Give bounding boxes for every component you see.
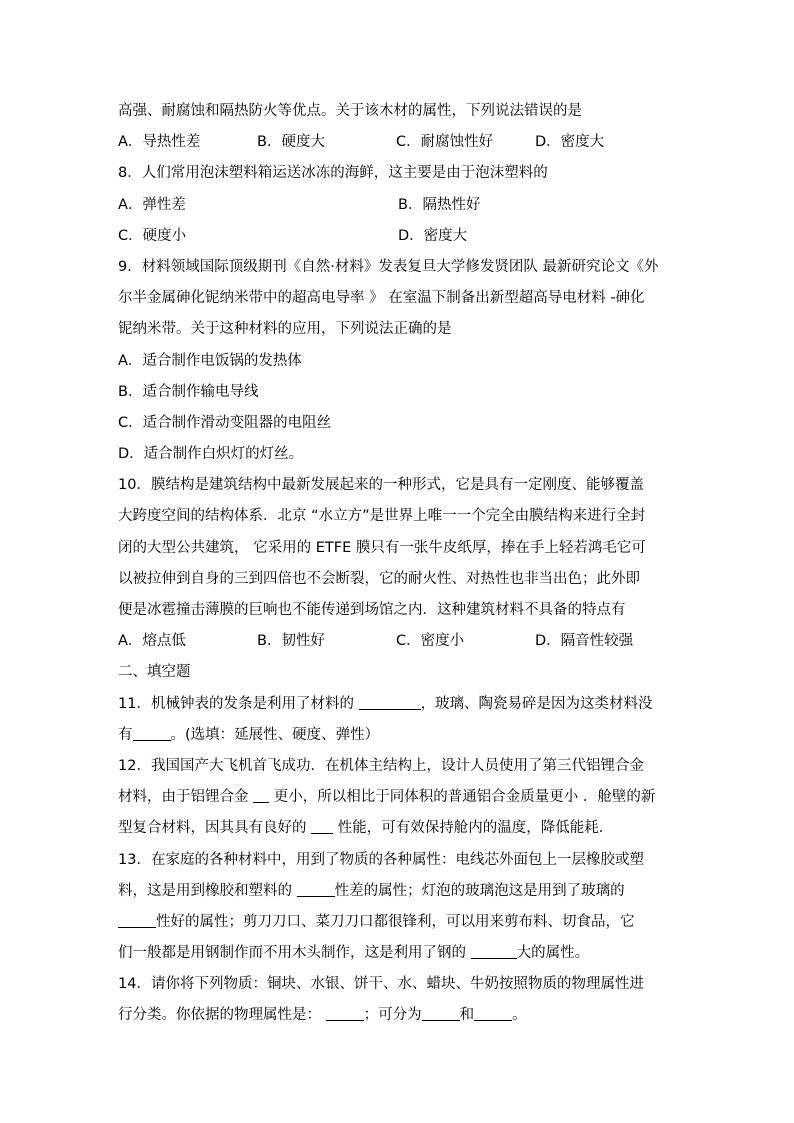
q13-line1: 13．在家庭的各种材料中，用到了物质的各种属性：电线芯外面包上一层橡胶或塑: [118, 851, 644, 868]
q11-blank-2[interactable]: [133, 723, 171, 741]
q7-option-a: A．导热性差: [118, 134, 201, 151]
q8-options-row1: [118, 190, 678, 221]
q13-line2: 料，这是用到橡胶和塑料的 性差的属性；灯泡的玻璃泡这是用到了玻璃的: [118, 876, 678, 907]
q12-blank-1[interactable]: [253, 785, 269, 803]
q8-option-b: B．隔热性好: [398, 196, 481, 213]
q9-stem-line: 尔半金属砷化铌纳米带中的超高电导率 》 在室温下制备出新型超高导电材料 -砷化: [118, 290, 645, 307]
q7-option-d: D．密度大: [535, 134, 605, 151]
q12-line1: 12．我国国产大飞机首飞成功．在机体主结构上，设计人员使用了第三代铝锂合金: [118, 757, 644, 774]
q9-option-a: A．适合制作电饭锅的发热体: [118, 352, 302, 369]
q10-option-b: B．韧性好: [257, 633, 325, 650]
q13-blank-1[interactable]: [297, 879, 335, 897]
q10-stem-line: 10．膜结构是建筑结构中最新发展起来的一种形式，它是具有一定刚度、能够覆盖: [118, 477, 644, 494]
q9-stem-line: 铌纳米带。关于这种材料的应用，下列说法正确的是: [118, 321, 452, 338]
q7-options: [118, 127, 678, 158]
q14-blank-3[interactable]: [474, 1003, 512, 1021]
q12-blank-2[interactable]: [311, 816, 333, 834]
q14-blank-2[interactable]: [422, 1003, 460, 1021]
q11-line1: 11．机械钟表的发条是利用了材料的 ，玻璃、陶瓷易碎是因为这类材料没: [118, 689, 678, 720]
section-heading-fill-blank: 二、填空题: [118, 664, 191, 681]
q10-options: [118, 626, 678, 657]
q12-line3: 型复合材料，因其具有良好的 性能，可有效保持舱内的温度，降低能耗．: [118, 813, 678, 844]
q14-line2: 行分类。你依据的物理属性是： ；可分为 和 。: [118, 1000, 678, 1031]
q14-line1: 14．请你将下列物质：铜块、水银、饼干、水、蜡块、牛奶按照物质的物理属性进: [118, 976, 644, 993]
q13-blank-3[interactable]: [471, 941, 517, 959]
q13-blank-2[interactable]: [118, 910, 156, 928]
q8-option-c: C．硬度小: [118, 227, 187, 244]
q10-stem-line: 闭的大型公共建筑， 它采用的 ETFE 膜只有一张牛皮纸厚，捧在手上轻若鸿毛它可: [118, 539, 646, 556]
q13-line4: 们一般都是用钢制作而不用木头制作，这是利用了钢的 大的属性。: [118, 938, 678, 969]
q14-blank-1[interactable]: [326, 1003, 364, 1021]
q8-option-d: D．密度大: [398, 227, 468, 244]
q9-stem-line: 9．材料领域国际顶级期刊《自然·材料》发表复旦大学修发贤团队 最新研究论文《外: [118, 258, 659, 275]
q7-option-c: C．耐腐蚀性好: [396, 134, 494, 151]
q10-option-c: C．密度小: [396, 633, 465, 650]
q8-options-row2: [118, 221, 678, 252]
exam-page: [118, 96, 678, 1032]
q7-stem: 高强、耐腐蚀和隔热防火等优点。关于该木材的属性，下列说法错误的是: [118, 103, 582, 119]
q10-stem-line: 大跨度空间的结构体系．北京 “水立方”是世界上唯一一个完全由膜结构来进行全封: [118, 508, 646, 525]
q9-option-d: D．适合制作白炽灯的灯丝。: [118, 446, 304, 463]
q7-option-b: B．硬度大: [257, 134, 325, 151]
q8-stem: 8．人们常用泡沫塑料箱运送冰冻的海鲜，这主要是由于泡沫塑料的: [118, 165, 548, 182]
q11-blank-1[interactable]: [359, 692, 421, 710]
q10-option-d: D．隔音性较强: [535, 633, 634, 650]
q10-stem-line: 便是冰雹撞击薄膜的巨响也不能传递到场馆之内．这种建筑材料不具备的特点有: [118, 602, 626, 618]
q8-option-a: A．弹性差: [118, 196, 186, 213]
q12-line2: 材料，由于铝锂合金 更小，所以相比于同体积的普通铝合金质量更小 ．舱壁的新: [118, 782, 678, 813]
q13-line3: 性好的属性；剪刀刀口、菜刀刀口都很锋利，可以用来剪布料、切食品，它: [118, 907, 678, 938]
q9-option-c: C．适合制作滑动变阻器的电阻丝: [118, 414, 332, 431]
q11-line2: 有 。(选填：延展性、硬度、弹性）: [118, 720, 678, 751]
q10-option-a: A．熔点低: [118, 633, 186, 650]
q9-option-b: B．适合制作输电导线: [118, 383, 259, 400]
q10-stem-line: 以被拉伸到自身的三到四倍也不会断裂，它的耐火性、对热性也非当出色；此外即: [118, 570, 640, 587]
